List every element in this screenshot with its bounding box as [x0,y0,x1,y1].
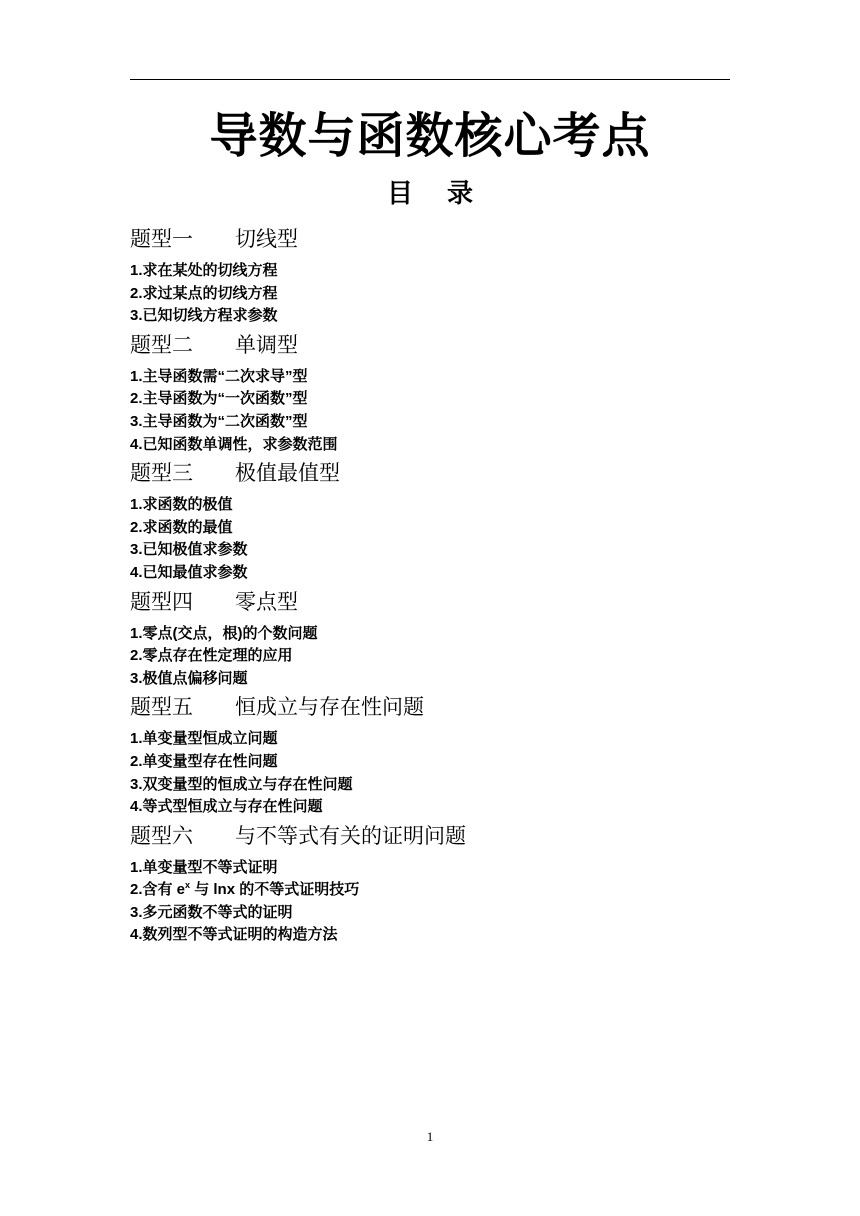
toc-item[interactable]: 2.零点存在性定理的应用 [130,647,293,665]
section-name: 恒成立与存在性问题 [235,695,424,720]
section-title[interactable] [130,224,730,254]
toc-section-6 [130,821,730,947]
section-name: 切线型 [235,227,298,251]
toc-item[interactable]: 3.极值点偏移问题 [130,669,248,687]
section-name: 单调型 [235,332,298,357]
section-name: 极值最值型 [235,461,340,486]
toc-item[interactable]: 4.已知函数单调性，求参数范围 [130,435,338,453]
toc-section-1 [130,224,730,328]
section-items [130,728,730,818]
section-items [130,366,730,456]
toc-heading-left: 目 [386,179,413,209]
toc-item[interactable]: 3.双变量型的恒成立与存在性问题 [130,775,353,793]
toc-item[interactable]: 1.求函数的极值 [130,496,233,514]
toc-item[interactable]: 2.求过某点的切线方程 [130,284,278,302]
toc-item[interactable]: 1.主导函数需“二次求导”型 [130,367,308,385]
toc-section-4 [130,587,730,691]
toc-item[interactable]: 4.等式型恒成立与存在性问题 [130,798,323,816]
toc-heading [0,176,860,212]
section-items [130,494,730,584]
section-name: 与不等式有关的证明问题 [235,823,466,848]
toc-item[interactable]: 1.零点(交点，根)的个数问题 [130,624,318,642]
document-title: 导数与函数核心考点 [209,108,651,164]
toc-item[interactable] [130,879,730,902]
toc-item[interactable]: 3.已知切线方程求参数 [130,307,278,325]
toc-item[interactable]: 3.已知极值求参数 [130,541,248,559]
superscript-x: x [185,880,191,891]
section-name: 零点型 [235,589,298,614]
section-items [130,857,730,947]
header-rule [130,79,730,80]
toc-item-text-rest: 与 lnx 的不等式证明技巧 [190,881,360,899]
toc-section-3 [130,458,730,584]
toc-item[interactable]: 3.多元函数不等式的证明 [130,903,293,921]
section-type: 题型二 [130,332,193,357]
toc-item[interactable]: 1.单变量型不等式证明 [130,858,278,876]
section-items [130,623,730,691]
toc-section-2 [130,330,730,456]
page-number: 1 [426,1129,434,1144]
section-title[interactable] [130,821,730,851]
toc-item[interactable]: 2.单变量型存在性问题 [130,752,278,770]
section-type: 题型五 [130,695,193,720]
section-type: 题型四 [130,589,193,614]
toc-item[interactable]: 2.求函数的最值 [130,518,233,536]
section-type: 题型三 [130,461,193,486]
table-of-contents [130,222,730,947]
toc-item[interactable]: 3.主导函数为“二次函数”型 [130,412,308,430]
toc-item[interactable]: 2.主导函数为“一次函数”型 [130,390,308,408]
toc-item[interactable]: 4.已知最值求参数 [130,563,248,581]
toc-section-5 [130,692,730,818]
section-type: 题型六 [130,823,193,848]
toc-item[interactable]: 4.数列型不等式证明的构造方法 [130,926,338,944]
toc-heading-right: 录 [447,179,474,209]
section-title[interactable] [130,330,730,360]
section-title[interactable] [130,587,730,617]
section-title[interactable] [130,692,730,722]
toc-item[interactable]: 1.单变量型恒成立问题 [130,730,278,748]
toc-item-text: 2.含有 e [130,881,186,899]
section-type: 题型一 [130,227,193,251]
section-title[interactable] [130,458,730,488]
toc-item[interactable]: 1.求在某处的切线方程 [130,262,278,279]
section-items [130,260,730,328]
